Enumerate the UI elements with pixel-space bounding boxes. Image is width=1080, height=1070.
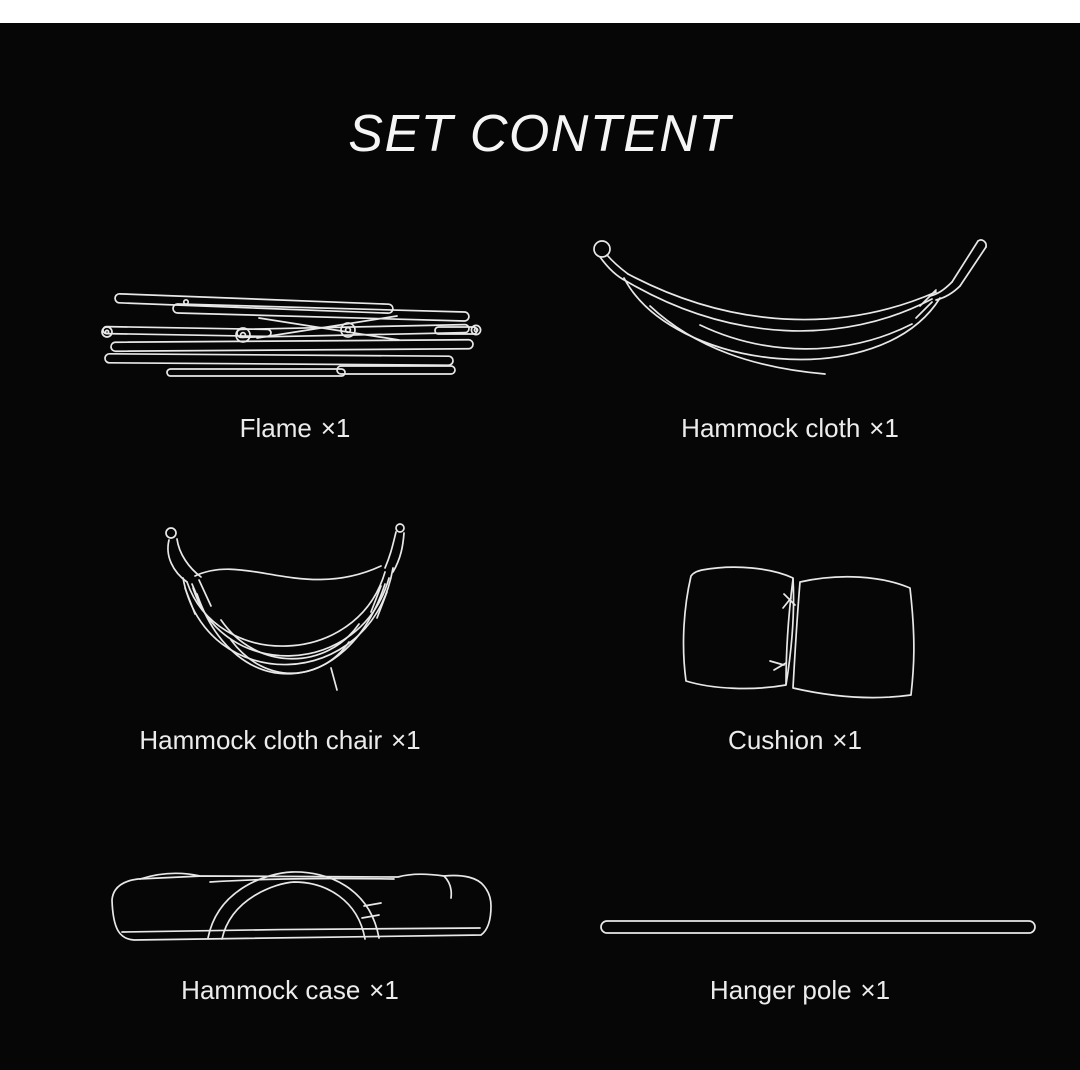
item-name: Hammock cloth: [681, 413, 861, 443]
item-qty: ×1: [869, 413, 899, 443]
item-qty: ×1: [369, 975, 399, 1005]
item-name: Hanger pole: [709, 975, 852, 1005]
item-label-hammock-chair: [70, 727, 490, 753]
folded-frame-icon: [85, 278, 485, 388]
item-label-hammock-cloth: [580, 415, 1000, 441]
hanger-pole-icon: [598, 916, 1038, 938]
hammock-chair-icon: [135, 520, 435, 710]
item-label-cushion: [585, 727, 1005, 753]
item-name: Hammock cloth chair: [139, 725, 383, 755]
item-name: Hammock case: [181, 975, 361, 1005]
hammock-cloth-icon: [580, 228, 1000, 398]
item-qty: ×1: [320, 413, 351, 443]
item-label-hammock-case: [80, 977, 500, 1003]
item-qty: ×1: [390, 725, 421, 755]
item-qty: ×1: [860, 975, 891, 1005]
item-name: Cushion: [728, 725, 824, 755]
item-name: Flame: [239, 413, 312, 443]
item-qty: ×1: [832, 725, 862, 755]
hammock-case-icon: [82, 846, 502, 956]
cushion-icon: [660, 548, 940, 708]
page-title: SET CONTENT: [348, 105, 732, 163]
top-white-strip: [0, 0, 1080, 23]
item-label-flame: [85, 415, 505, 441]
item-label-hanger-pole: [590, 977, 1010, 1003]
